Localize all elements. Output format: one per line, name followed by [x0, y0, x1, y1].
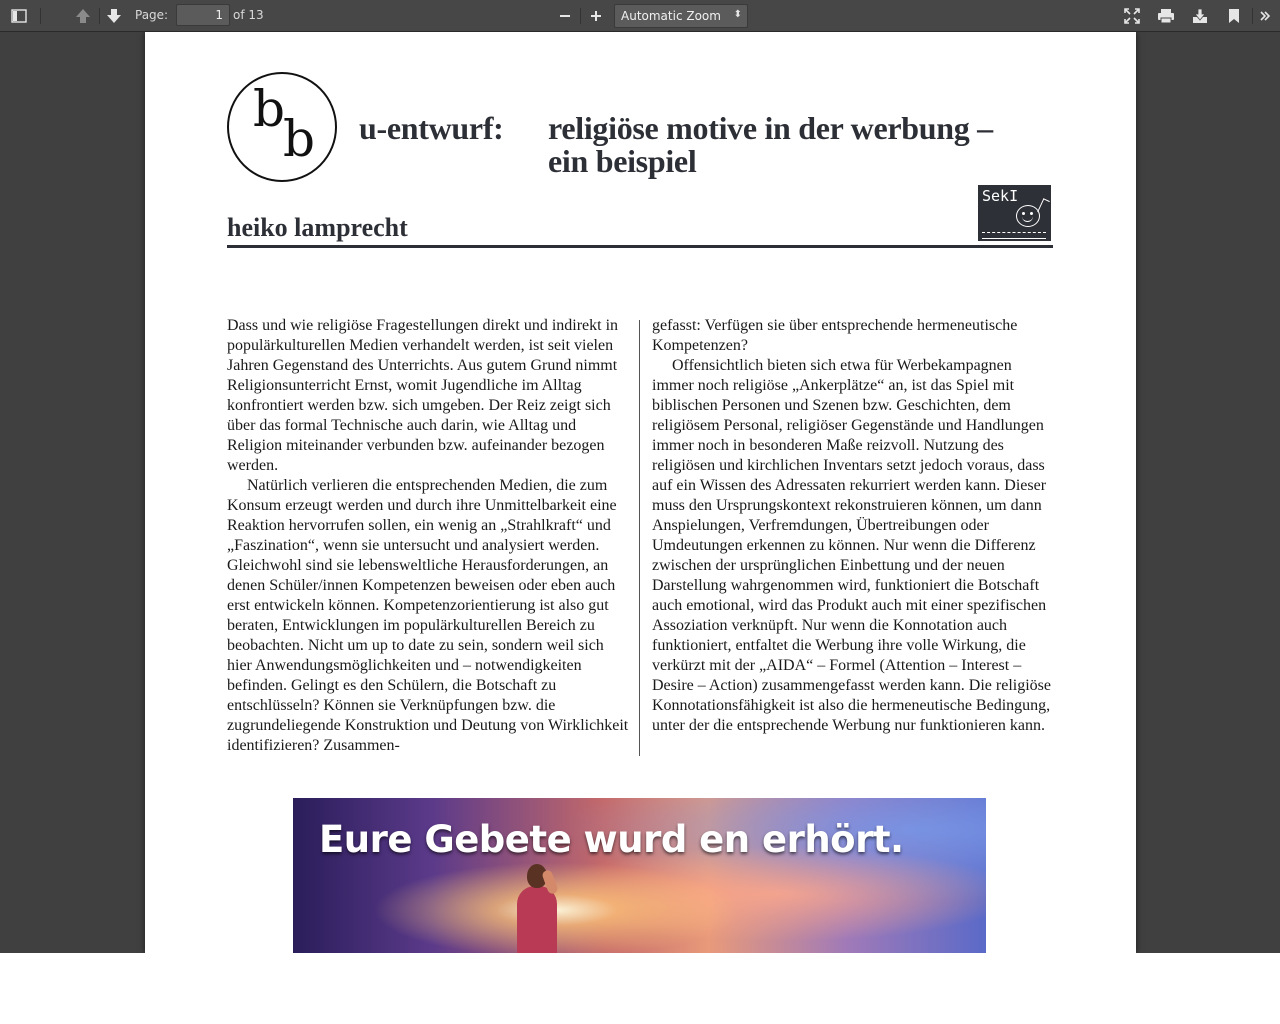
header-rule — [227, 245, 1053, 248]
column-divider — [639, 320, 640, 756]
updown-arrows-icon: ⬍ — [733, 9, 742, 20]
pdf-viewer-area[interactable] — [0, 32, 1280, 953]
zoom-select-value: Automatic Zoom — [621, 9, 721, 23]
fullscreen-icon[interactable] — [1118, 3, 1146, 28]
raised-hand-icon — [1037, 198, 1050, 215]
plus-icon[interactable] — [582, 3, 610, 28]
headline-title-line: ein beispiel — [548, 143, 697, 179]
ad-caption: Eure Gebete wurd en erhört. — [319, 818, 904, 861]
headline-prefix: u-entwurf: — [359, 110, 504, 146]
advertisement-image — [293, 798, 986, 953]
printer-icon[interactable] — [1152, 3, 1180, 28]
bb-logo — [227, 72, 337, 182]
paragraph: Dass und wie religiöse Fragestellungen direkt und indirekt in populärkulturellen Medien verhandelt werden, ist seit vielen Jahren Gegenstand des Unterrichts. Aus gutem Grund nimmt Religionsunterricht Ernst, womit Jugendliche im Alltag konfrontiert werden bzw. sich umgeben. Der Reiz zeigt sich über das formal Technische auch darin, wie Alltag und Religion miteinander verbunden bzw. aufeinander bezogen werden. — [227, 317, 619, 474]
author-name: heiko lamprecht — [227, 213, 408, 242]
page-label: Page: — [135, 8, 169, 22]
logo-letter: b — [283, 110, 316, 168]
praying-figure-illustration — [515, 860, 559, 953]
sidebar-toggle-icon[interactable] — [5, 3, 33, 28]
pdf-page — [145, 32, 1136, 953]
seki-badge-text: SekI — [982, 187, 1019, 205]
bookmark-icon[interactable] — [1220, 3, 1248, 28]
blank-area — [0, 953, 1280, 1024]
arrow-up-icon[interactable] — [69, 3, 97, 28]
smiley-icon — [1016, 205, 1040, 227]
page-number-input[interactable] — [176, 4, 230, 26]
zoom-select[interactable] — [614, 4, 748, 28]
pdf-toolbar — [0, 0, 1280, 32]
seki-badge — [978, 185, 1051, 241]
logo-letter: b — [253, 80, 286, 138]
download-icon[interactable] — [1186, 3, 1214, 28]
minus-icon[interactable] — [551, 3, 579, 28]
headline-title — [548, 112, 1048, 178]
double-chevron-right-icon[interactable] — [1254, 3, 1276, 28]
arrow-down-icon[interactable] — [100, 3, 128, 28]
paragraph: Offensichtlich bieten sich etwa für Werbekampagnen immer noch religiöse „Ankerplätze“ an, ist das Spiel mit biblischen Personen und Szenen bzw. Geschichten, dem religiösem Personal, religiöser Gegenstände und Handlungen immer noch in besonderen Maße reizvoll. Nutzung des religiösen und kirchlichen Inventars setzt jedoch voraus, dass auf ein Wissen des Adressaten rekurriert werden kann. Dieser muss den Ursprungskontext rekonstruieren können, um dann Anspielungen, Verfremdungen, Übertreibungen oder Umdeutungen erkennen zu können. Nur wenn die Differenz zwischen der ursprünglichen Einbettung und der neuen Darstellung wahrgenommen wird, funktioniert die Botschaft auch emotional, wird das Produkt auch mit einer spezifischen Assoziation verknüpft. Nur wenn die Konnotation auch funktioniert, entfaltet die Werbung ihre volle Wirkung, die verkürzt mit der „AIDA“ – Formel (Attention – Interest – Desire – Action) zusammengefasst werden kann. Die religiöse Konnotationsfähigkeit ist also die hermeneutische Bedingung, unter der die entsprechende Werbung nur funktionieren kann. — [652, 357, 1051, 734]
headline-title-line: religiöse motive in der werbung – — [548, 110, 993, 146]
paragraph: gefasst: Verfügen sie über entsprechende hermeneutische Kompetenzen? — [652, 317, 1018, 354]
article-column-left — [227, 316, 629, 756]
article-column-right — [652, 316, 1054, 736]
page-count-label: of 13 — [233, 8, 264, 22]
paragraph: Natürlich verlieren die entsprechenden Medien, die zum Konsum erzeugt werden und durch ihre Unmittelbarkeit eine Reaktion hervorrufen sollen, ein wenig an „Strahlkraft“ und „Faszination“, wenn sie untersucht und analysiert werden. Gleichwohl sind sie lebensweltliche Herausforderungen, an denen Schüler/innen Kompetenzen beweisen oder eben auch erst entwickeln können. Kompetenzorientierung ist also gut beraten, Entwicklungen im populärkulturellen Bereich zu beobachten. Nicht um up to date zu sein, sondern weil sich hier Anwendungsmöglichkeiten und – notwendigkeiten befinden. Gelingt es den Schülern, die Botschaft zu entschlüsseln? Können sie Verknüpfungen bzw. die zugrundeliegende Konstruktion und Deutung von Wirklichkeit identifizieren? Zusammen- — [227, 477, 629, 754]
